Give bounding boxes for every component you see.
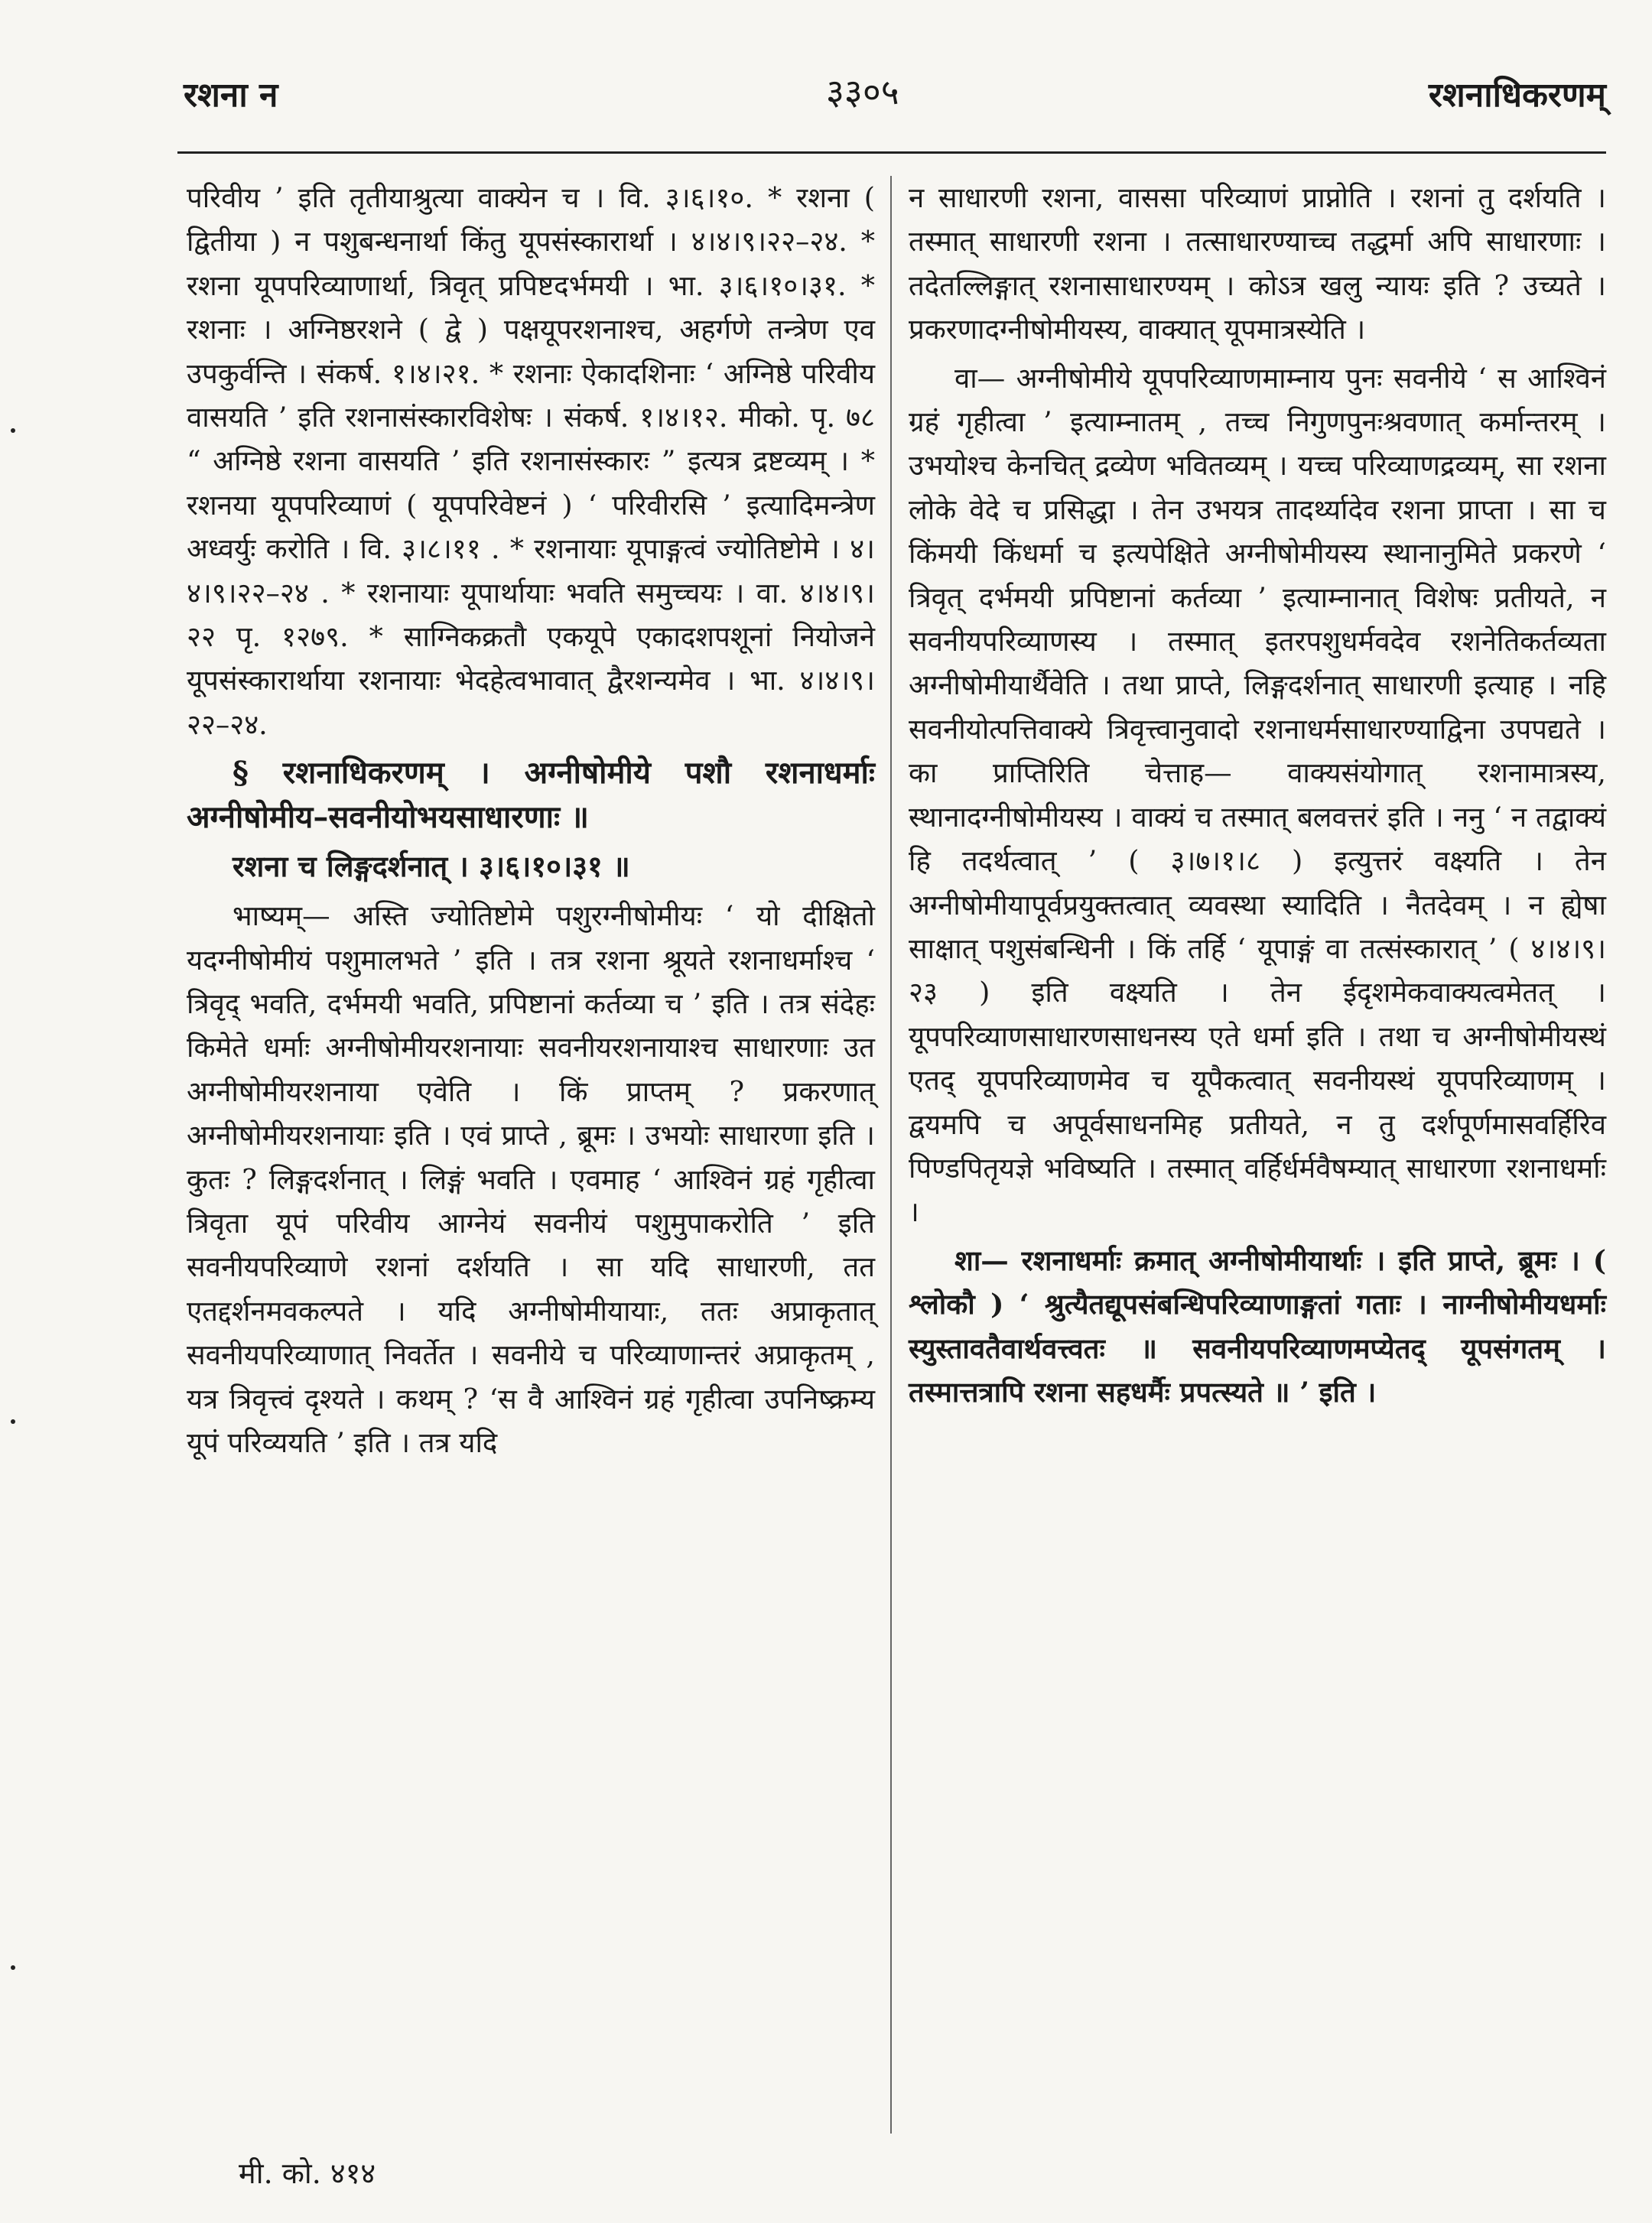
margin-dot [11, 428, 15, 433]
bhashya-paragraph: भाष्यम्— अस्ति ज्योतिष्टोमे पशुरग्नीषोमीयः ‘ यो दीक्षितो यदग्नीषोमीयं पशुमालभते ’ इति । तत्र रशना श्रूयते रशनाधर्माश्च ‘ त्रिवृद् भवति, दर्भमयी भवति, प्रपिष्टानां कर्तव्या च ’ इति । तत्र संदेहः किमेते धर्माः अग्नीषोमीयरशनायाः सवनीयरशनायाश्च साधारणाः उत अग्नीषोमीयरशनाया एवेति । किं प्राप्तम् ? प्रकरणात् अग्नीषोमीयरशनायाः इति । एवं प्राप्ते , ब्रूमः । उभयोः साधारणा इति । कुतः ? लिङ्गदर्शनात् । लिङ्गं भवति । एवमाह ‘ आश्विनं ग्रहं गृहीत्वा त्रिवृता यूपं परिवीय आग्नेयं सवनीयं पशुमुपाकरोति ’ इति सवनीयपरिव्याणे रशनां दर्शयति । सा यदि साधारणी, तत एतद्दर्शनमवकल्पते । यदि अग्नीषोमीयायाः, ततः अप्राकृतात् सवनीयपरिव्याणात् निवर्तेत । सवनीये च परिव्याणान्तरं अप्राकृतम् , यत्र त्रिवृत्त्वं दृश्यते । कथम् ? ‘स वै आश्विनं ग्रहं गृहीत्वा उपनिष्क्रम्य यूपं परिव्ययति ’ इति । तत्र यदि [187, 899, 875, 1459]
column-divider [890, 176, 892, 2134]
margin-dot [11, 1419, 15, 1424]
shastradipika-paragraph: शा— रशनाधर्माः क्रमात् अग्नीषोमीयार्थाः । इति प्राप्ते, ब्रूमः । ( श्लोकौ ) ‘ श्रुत्यैतद्यूपसंबन्धिपरिव्याणाङ्गतां गताः । नाग्नीषोमीयधर्माः स्युस्तावतैवार्थवत्त्वतः ॥ सवनीयपरिव्याणमप्येतद् यूपसंगतम् । तस्मात्तत्रापि रशना सहधर्मैः प्रपत्स्यते ॥ ’ इति । [909, 1243, 1606, 1409]
page-number: ३३०५ [826, 71, 899, 112]
page-footer-signature: मी. को. ४१४ [239, 2156, 376, 2190]
margin-dot [11, 1965, 15, 1970]
running-head-left: रशना न [184, 76, 278, 115]
page-header [184, 70, 1606, 139]
adhikarana-heading: § रशनाधिकरणम् । अग्नीषोमीये पशौ रशनाधर्माः अग्नीषोमीय–सवनीयोभयसाधारणाः ॥ [187, 755, 875, 835]
left-column [187, 176, 875, 1464]
sutra-line: रशना च लिङ्गदर्शनात् । ३।६।१०।३१ ॥ [233, 849, 630, 884]
header-rule [177, 151, 1606, 154]
vartika-paragraph: वा— अग्नीषोमीये यूपपरिव्याणमाम्नाय पुनः सवनीये ‘ स आश्विनं ग्रहं गृहीत्वा ’ इत्याम्नातम् , तच्च निगुणपुनःश्रवणात् कर्मान्तरम् । उभयोश्च केनचित् द्रव्येण भवितव्यम् । यच्च परिव्याणद्रव्यम्, सा रशना लोके वेदे च प्रसिद्धा । तेन उभयत्र तादर्थ्यादेव रशना प्राप्ता । सा च किंमयी किंधर्मा च इत्यपेक्षिते अग्नीषोमीयस्य स्थानानुमिते प्रकरणे ‘ त्रिवृत् दर्भमयी प्रपिष्टानां कर्तव्या ’ इत्याम्नानात् विशेषः प्रतीयते, न सवनीयपरिव्याणस्य । तस्मात् इतरपशुधर्मवदेव रशनेतिकर्तव्यता अग्नीषोमीयार्थैवेति । तथा प्राप्ते, लिङ्गदर्शनात् साधारणी इत्याह । नहि सवनीयोत्पत्तिवाक्ये त्रिवृत्त्वानुवादो रशनाधर्मसाधारण्याद्विना उपपद्यते । का प्राप्तिरिति चेत्ताह— वाक्यसंयोगात् रशनामात्रस्य, स्थानादग्नीषोमीयस्य । वाक्यं च तस्मात् बलवत्तरं इति । ननु ‘ न तद्वाक्यं हि तदर्थत्वात् ’ ( ३।७।१।८ ) इत्युत्तरं वक्ष्यति । तेन अग्नीषोमीयापूर्वप्रयुक्तत्वात् व्यवस्था स्यादिति । नैतदेवम् । न ह्येषा साक्षात् पशुसंबन्धिनी । किं तर्हि ‘ यूपाङ्गं वा तत्संस्कारात् ’ ( ४।४।९।२३ ) इति वक्ष्यति । तेन ईदृशमेकवाक्यत्वमेतत् । यूपपरिव्याणसाधारणसाधनस्य एते धर्मा इति । तथा च अग्नीषोमीयस्थं एतद् यूपपरिव्याणमेव च यूपैकत्वात् सवनीयस्थं यूपपरिव्याणम् । द्वयमपि च अपूर्वसाधनमिह प्रतीयते, न तु दर्शपूर्णमासवर्हिरिव पिण्डपितृयज्ञे भविष्यति । तस्मात् वर्हिर्धर्मवैषम्यात् साधारणा रशनाधर्माः । [909, 361, 1606, 1229]
bhashya-continuation: न साधारणी रशना, वाससा परिव्याणं प्राप्नोति । रशनां तु दर्शयति । तस्मात् साधारणी रशना । तत्साधारण्याच्च तद्धर्मा अपि साधारणाः । तदेतल्लिङ्गात् रशनासाधारण्यम् । कोऽत्र खलु न्यायः इति ? उच्यते । प्रकरणादग्नीषोमीयस्य, वाक्यात् यूपमात्रस्येति । [909, 181, 1606, 346]
running-head-right: रशनाधिकरणम् [1428, 76, 1606, 115]
right-column [909, 176, 1606, 1414]
dictionary-entries: परिवीय ’ इति तृतीयाश्रुत्या वाक्येन च । वि. ३।६।१०. * रशना ( द्वितीया ) न पशुबन्धनार्था किंतु यूपसंस्कारार्था । ४।४।९।२२–२४. * रशना यूपपरिव्याणार्था, त्रिवृत् प्रपिष्टदर्भमयी । भा. ३।६।१०।३१. * रशनाः । अग्निष्ठरशने ( द्वे ) पक्षयूपरशनाश्च, अहर्गणे तन्त्रेण एव उपकुर्वन्ति । संकर्ष. १।४।२१. * रशनाः ऐकादशिनाः ‘ अग्निष्ठे परिवीय वासयति ’ इति रशनासंस्कारविशेषः । संकर्ष. १।४।१२. मीको. पृ. ७८ “ अग्निष्ठे रशना वासयति ’ इति रशनासंस्कारः ” इत्यत्र द्रष्टव्यम् । * रशनया यूपपरिव्याणं ( यूपपरिवेष्टनं ) ‘ परिवीरसि ’ इत्यादिमन्त्रेण अध्वर्युः करोति । वि. ३।८।११ . * रशनायाः यूपाङ्गत्वं ज्योतिष्टोमे । ४।४।९।२२–२४ . * रशनायाः यूपार्थायाः भवति समुच्चयः । वा. ४।४।९।२२ पृ. १२७९. * साग्निकक्रतौ एकयूपे एकादशपशूनां नियोजने यूपसंस्कारार्थाया रशनायाः भेदहेत्वभावात् द्वैरशन्यमेव । भा. ४।४।९। २२–२४. [187, 181, 875, 741]
